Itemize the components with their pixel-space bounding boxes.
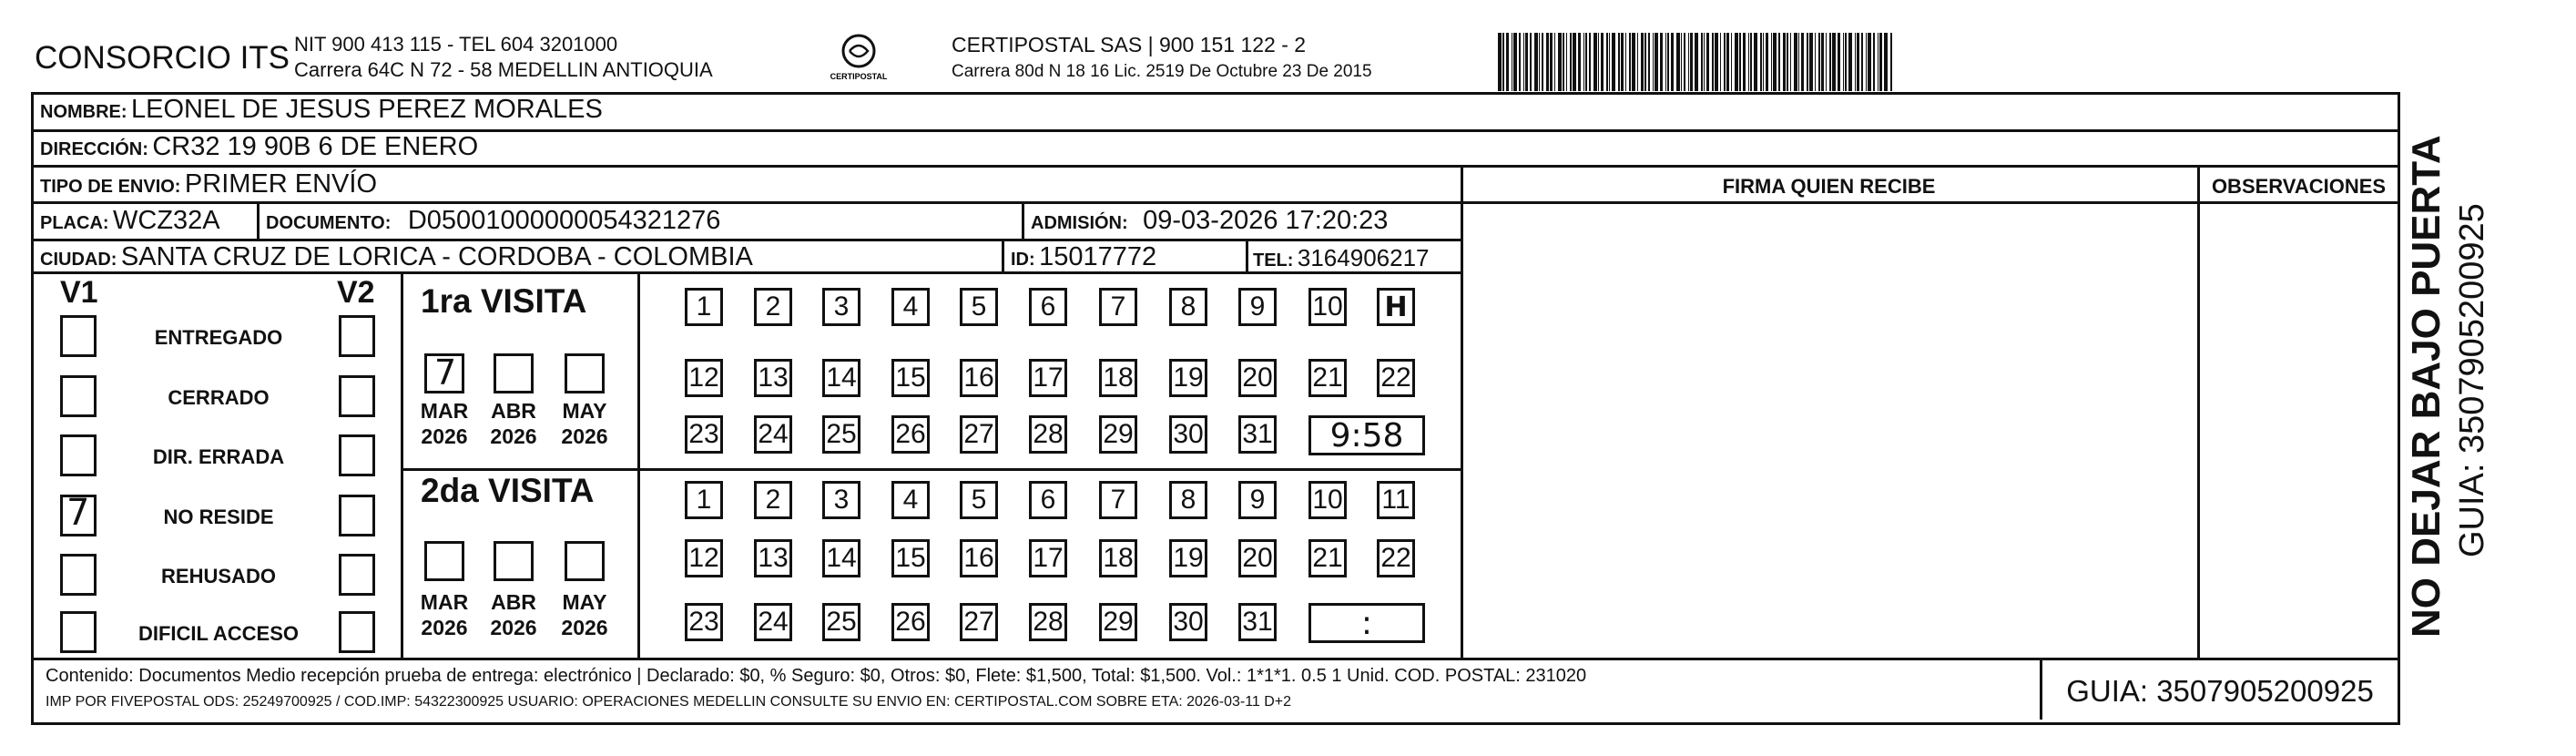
day-number: 28 bbox=[1033, 607, 1064, 637]
day-number: 16 bbox=[963, 363, 994, 393]
day-number: 31 bbox=[1242, 607, 1273, 637]
day-number: 30 bbox=[1173, 419, 1204, 449]
footer-content: Contenido: Documentos Medio recepción prueba de entrega: electrónico | Declarado: $0, % Seguro: $0, Otros: $0, Flete: $1,500, Total: $1,500. Vol.: 1*1*1. 0.5 1 Unid. COD. POSTAL: 231020 bbox=[46, 666, 1587, 686]
day-box[interactable] bbox=[891, 603, 930, 641]
tel-row bbox=[1253, 244, 1430, 272]
v1-mark: 7 bbox=[66, 492, 90, 534]
day-box[interactable] bbox=[822, 359, 860, 397]
v1-checkbox[interactable] bbox=[60, 611, 97, 653]
day-box[interactable] bbox=[1308, 359, 1347, 397]
month-checkbox[interactable] bbox=[494, 353, 534, 393]
checklist-label: ENTREGADO bbox=[154, 326, 283, 349]
direccion-value: CR32 19 90B 6 DE ENERO bbox=[152, 132, 479, 161]
day-number: 10 bbox=[1312, 291, 1343, 322]
firma-label: FIRMA QUIEN RECIBE bbox=[1722, 175, 1936, 198]
day-box[interactable] bbox=[1029, 539, 1067, 577]
day-box[interactable] bbox=[754, 481, 792, 519]
day-box[interactable] bbox=[891, 539, 930, 577]
checklist-label: NO RESIDE bbox=[163, 506, 274, 528]
carrier-name: CERTIPOSTAL SAS | 900 151 122 - 2 bbox=[952, 33, 1307, 56]
placa-row bbox=[40, 206, 220, 236]
day-number: 7 bbox=[1110, 485, 1126, 515]
month-label: MAY bbox=[562, 399, 607, 423]
day-number: 1 bbox=[696, 291, 712, 322]
v1-checkbox[interactable] bbox=[60, 315, 97, 357]
month-checkbox[interactable] bbox=[565, 353, 605, 393]
day-box[interactable] bbox=[891, 288, 930, 326]
day-number: 23 bbox=[688, 607, 719, 637]
day-box[interactable] bbox=[1029, 288, 1067, 326]
day-number: 3 bbox=[833, 485, 850, 515]
day-box[interactable] bbox=[1238, 603, 1277, 641]
day-box[interactable] bbox=[685, 415, 723, 454]
admision-row bbox=[1031, 206, 1388, 236]
footer-guia: GUIA: 3507905200925 bbox=[2066, 674, 2374, 708]
time-box[interactable]: : bbox=[1308, 603, 1425, 643]
day-number: 9 bbox=[1249, 485, 1266, 515]
day-box[interactable] bbox=[1169, 359, 1207, 397]
day-box[interactable] bbox=[754, 415, 792, 454]
month-checkbox[interactable] bbox=[494, 541, 534, 581]
side-warning: NO DEJAR BAJO PUERTA bbox=[2404, 135, 2449, 638]
day-box[interactable] bbox=[1238, 288, 1277, 326]
day-box[interactable] bbox=[1238, 481, 1277, 519]
v2-checkbox[interactable] bbox=[339, 434, 375, 476]
day-box[interactable] bbox=[891, 359, 930, 397]
day-box[interactable] bbox=[822, 539, 860, 577]
day-number: 14 bbox=[826, 363, 857, 393]
day-number: 17 bbox=[1033, 543, 1064, 573]
day-box[interactable] bbox=[1029, 481, 1067, 519]
day-number: 24 bbox=[758, 607, 789, 637]
day-box[interactable] bbox=[891, 415, 930, 454]
carrier-address: Carrera 80d N 18 16 Lic. 2519 De Octubre 23 De 2015 bbox=[952, 62, 1372, 81]
day-box[interactable] bbox=[1099, 481, 1137, 519]
day-box[interactable] bbox=[685, 539, 723, 577]
day-number: 6 bbox=[1040, 485, 1056, 515]
checklist-label: DIR. ERRADA bbox=[152, 445, 285, 468]
checklist-label: DIFICIL ACCESO bbox=[137, 622, 299, 645]
day-box[interactable] bbox=[754, 539, 792, 577]
day-number: 12 bbox=[688, 363, 719, 393]
nombre-value: LEONEL DE JESUS PEREZ MORALES bbox=[131, 95, 603, 124]
day-box[interactable] bbox=[1377, 359, 1415, 397]
day-box[interactable] bbox=[1029, 359, 1067, 397]
day-box[interactable] bbox=[822, 603, 860, 641]
documento-value: D05001000000054321276 bbox=[407, 206, 721, 235]
v1-checkbox[interactable] bbox=[60, 554, 97, 596]
month-mark: 7 bbox=[434, 352, 457, 393]
id-row bbox=[1011, 242, 1156, 272]
day-box[interactable] bbox=[1377, 539, 1415, 577]
day-box[interactable] bbox=[1099, 288, 1137, 326]
day-number: 21 bbox=[1312, 363, 1343, 393]
nombre-row bbox=[40, 95, 603, 125]
day-box[interactable] bbox=[960, 415, 998, 454]
day-box[interactable] bbox=[822, 288, 860, 326]
month-label: ABR bbox=[491, 590, 536, 614]
documento-row bbox=[266, 206, 720, 236]
year-label: 2026 bbox=[421, 616, 468, 639]
day-box[interactable] bbox=[685, 359, 723, 397]
checklist-label: REHUSADO bbox=[161, 565, 276, 587]
company-address: Carrera 64C N 72 - 58 MEDELLIN ANTIOQUIA bbox=[294, 58, 713, 81]
v2-checkbox[interactable] bbox=[339, 611, 375, 653]
direccion-row bbox=[40, 132, 478, 162]
day-number: 18 bbox=[1103, 363, 1134, 393]
year-label: 2026 bbox=[490, 424, 537, 448]
admision-value: 09-03-2026 17:20:23 bbox=[1143, 206, 1389, 235]
tipo-envio-label: TIPO DE ENVIO: bbox=[40, 177, 181, 197]
day-number: 8 bbox=[1180, 291, 1196, 322]
v1-checkbox[interactable] bbox=[60, 375, 97, 417]
certipostal-logo-icon bbox=[830, 31, 888, 86]
day-box[interactable] bbox=[1169, 415, 1207, 454]
day-box[interactable] bbox=[1099, 603, 1137, 641]
month-checkbox[interactable] bbox=[565, 541, 605, 581]
day-number: 22 bbox=[1380, 363, 1411, 393]
time-box[interactable]: 9:58 bbox=[1308, 415, 1425, 455]
day-mark: H bbox=[1384, 291, 1408, 323]
side-guia: GUIA: 3507905200925 bbox=[2453, 203, 2491, 557]
day-number: 20 bbox=[1242, 363, 1273, 393]
ciudad-row bbox=[40, 242, 753, 272]
month-checkbox[interactable] bbox=[424, 541, 464, 581]
tel-label: TEL: bbox=[1253, 250, 1294, 271]
day-number: 17 bbox=[1033, 363, 1064, 393]
day-number: 2 bbox=[765, 485, 781, 515]
day-number: 27 bbox=[963, 607, 994, 637]
first-visit-title: 1ra VISITA bbox=[421, 282, 587, 320]
documento-label: DOCUMENTO: bbox=[266, 213, 392, 233]
day-number: 31 bbox=[1242, 419, 1273, 449]
day-number: 24 bbox=[758, 419, 789, 449]
tipo-envio-row bbox=[40, 169, 377, 199]
day-box[interactable] bbox=[754, 288, 792, 326]
day-number: 27 bbox=[963, 419, 994, 449]
day-number: 19 bbox=[1173, 543, 1204, 573]
v2-checkbox[interactable] bbox=[339, 495, 375, 536]
month-label: ABR bbox=[491, 399, 536, 423]
year-label: 2026 bbox=[561, 424, 608, 448]
nombre-label: NOMBRE: bbox=[40, 102, 127, 122]
day-number: 4 bbox=[902, 291, 919, 322]
day-box[interactable] bbox=[1169, 603, 1207, 641]
day-box[interactable] bbox=[754, 603, 792, 641]
id-label: ID: bbox=[1011, 250, 1035, 270]
second-visit-title: 2da VISITA bbox=[421, 472, 595, 509]
day-box[interactable] bbox=[960, 359, 998, 397]
day-number: 13 bbox=[758, 543, 789, 573]
day-box[interactable] bbox=[822, 481, 860, 519]
year-label: 2026 bbox=[490, 616, 537, 639]
day-box[interactable] bbox=[960, 481, 998, 519]
day-box[interactable] bbox=[685, 603, 723, 641]
day-number: 20 bbox=[1242, 543, 1273, 573]
day-number: 6 bbox=[1040, 291, 1056, 322]
v2-checkbox[interactable] bbox=[339, 315, 375, 357]
day-box[interactable] bbox=[1238, 539, 1277, 577]
day-number: 12 bbox=[688, 543, 719, 573]
day-number: 3 bbox=[833, 291, 850, 322]
day-number: 29 bbox=[1103, 607, 1134, 637]
company-name: CONSORCIO ITS bbox=[35, 40, 290, 76]
day-box[interactable] bbox=[1169, 288, 1207, 326]
day-number: 26 bbox=[895, 607, 926, 637]
svg-text:CERTIPOSTAL: CERTIPOSTAL bbox=[830, 72, 888, 81]
day-number: 29 bbox=[1103, 419, 1134, 449]
company-nit-tel: NIT 900 413 115 - TEL 604 3201000 bbox=[294, 33, 618, 56]
day-box[interactable] bbox=[1308, 539, 1347, 577]
day-number: 9 bbox=[1249, 291, 1266, 322]
month-label: MAR bbox=[420, 590, 469, 614]
day-box[interactable] bbox=[1169, 539, 1207, 577]
day-number: 15 bbox=[895, 543, 926, 573]
footer-print-info: IMP POR FIVEPOSTAL ODS: 25249700925 / COD.IMP: 54322300925 USUARIO: OPERACIONES MEDELLIN CONSULTE SU ENVIO EN: CERTIPOSTAL.COM SOBRE ETA: 2026-03-11 D+2 bbox=[46, 694, 1292, 710]
day-box[interactable] bbox=[1029, 415, 1067, 454]
day-box[interactable] bbox=[960, 539, 998, 577]
month-label: MAR bbox=[420, 399, 469, 423]
day-box[interactable] bbox=[822, 415, 860, 454]
day-box[interactable] bbox=[1099, 539, 1137, 577]
v1-heading: V1 bbox=[60, 275, 98, 310]
day-box[interactable] bbox=[1169, 481, 1207, 519]
day-box[interactable] bbox=[1377, 288, 1415, 326]
v2-heading: V2 bbox=[337, 275, 375, 310]
day-box[interactable] bbox=[891, 481, 930, 519]
day-number: 26 bbox=[895, 419, 926, 449]
day-box[interactable] bbox=[1029, 603, 1067, 641]
day-number: 11 bbox=[1381, 485, 1410, 515]
day-box[interactable] bbox=[1308, 481, 1347, 519]
day-number: 19 bbox=[1173, 363, 1204, 393]
day-number: 30 bbox=[1173, 607, 1204, 637]
tipo-envio-value: PRIMER ENVÍO bbox=[184, 169, 378, 199]
admision-label: ADMISIÓN: bbox=[1031, 213, 1128, 233]
year-label: 2026 bbox=[561, 616, 608, 639]
ciudad-label: CIUDAD: bbox=[40, 250, 117, 270]
day-number: 7 bbox=[1110, 291, 1126, 322]
v1-checkbox[interactable] bbox=[60, 492, 97, 536]
tel-value: 3164906217 bbox=[1297, 244, 1430, 271]
v2-checkbox[interactable] bbox=[339, 554, 375, 596]
day-box[interactable] bbox=[1238, 415, 1277, 454]
placa-value: WCZ32A bbox=[113, 206, 220, 235]
barcode bbox=[1498, 33, 2178, 91]
day-number: 22 bbox=[1380, 543, 1411, 573]
day-number: 13 bbox=[758, 363, 789, 393]
day-number: 4 bbox=[902, 485, 919, 515]
year-label: 2026 bbox=[421, 424, 468, 448]
day-box[interactable] bbox=[1099, 359, 1137, 397]
day-number: 25 bbox=[826, 419, 857, 449]
day-number: 25 bbox=[826, 607, 857, 637]
month-label: MAY bbox=[562, 590, 607, 614]
day-number: 16 bbox=[963, 543, 994, 573]
day-box[interactable] bbox=[1238, 359, 1277, 397]
checklist-label: CERRADO bbox=[168, 386, 270, 409]
day-box[interactable] bbox=[685, 481, 723, 519]
day-number: 5 bbox=[971, 291, 987, 322]
id-value: 15017772 bbox=[1039, 242, 1157, 271]
day-number: 10 bbox=[1312, 485, 1343, 515]
day-number: 14 bbox=[826, 543, 857, 573]
day-box[interactable] bbox=[960, 603, 998, 641]
month-checkbox[interactable] bbox=[424, 353, 464, 393]
day-number: 15 bbox=[895, 363, 926, 393]
day-box[interactable] bbox=[754, 359, 792, 397]
day-number: 18 bbox=[1103, 543, 1134, 573]
day-box[interactable] bbox=[960, 288, 998, 326]
day-box[interactable] bbox=[685, 288, 723, 326]
day-box[interactable] bbox=[1308, 288, 1347, 326]
placa-label: PLACA: bbox=[40, 213, 109, 233]
v2-checkbox[interactable] bbox=[339, 375, 375, 417]
observaciones-label: OBSERVACIONES bbox=[2211, 175, 2387, 198]
ciudad-value: SANTA CRUZ DE LORICA - CORDOBA - COLOMBIA bbox=[120, 242, 753, 271]
v1-checkbox[interactable] bbox=[60, 434, 97, 476]
day-number: 1 bbox=[696, 485, 712, 515]
day-box[interactable] bbox=[1377, 481, 1415, 519]
day-number: 28 bbox=[1033, 419, 1064, 449]
day-number: 21 bbox=[1312, 543, 1343, 573]
day-number: 2 bbox=[765, 291, 781, 322]
direccion-label: DIRECCIÓN: bbox=[40, 139, 148, 159]
day-number: 5 bbox=[971, 485, 987, 515]
day-box[interactable] bbox=[1099, 415, 1137, 454]
day-number: 23 bbox=[688, 419, 719, 449]
day-number: 8 bbox=[1180, 485, 1196, 515]
